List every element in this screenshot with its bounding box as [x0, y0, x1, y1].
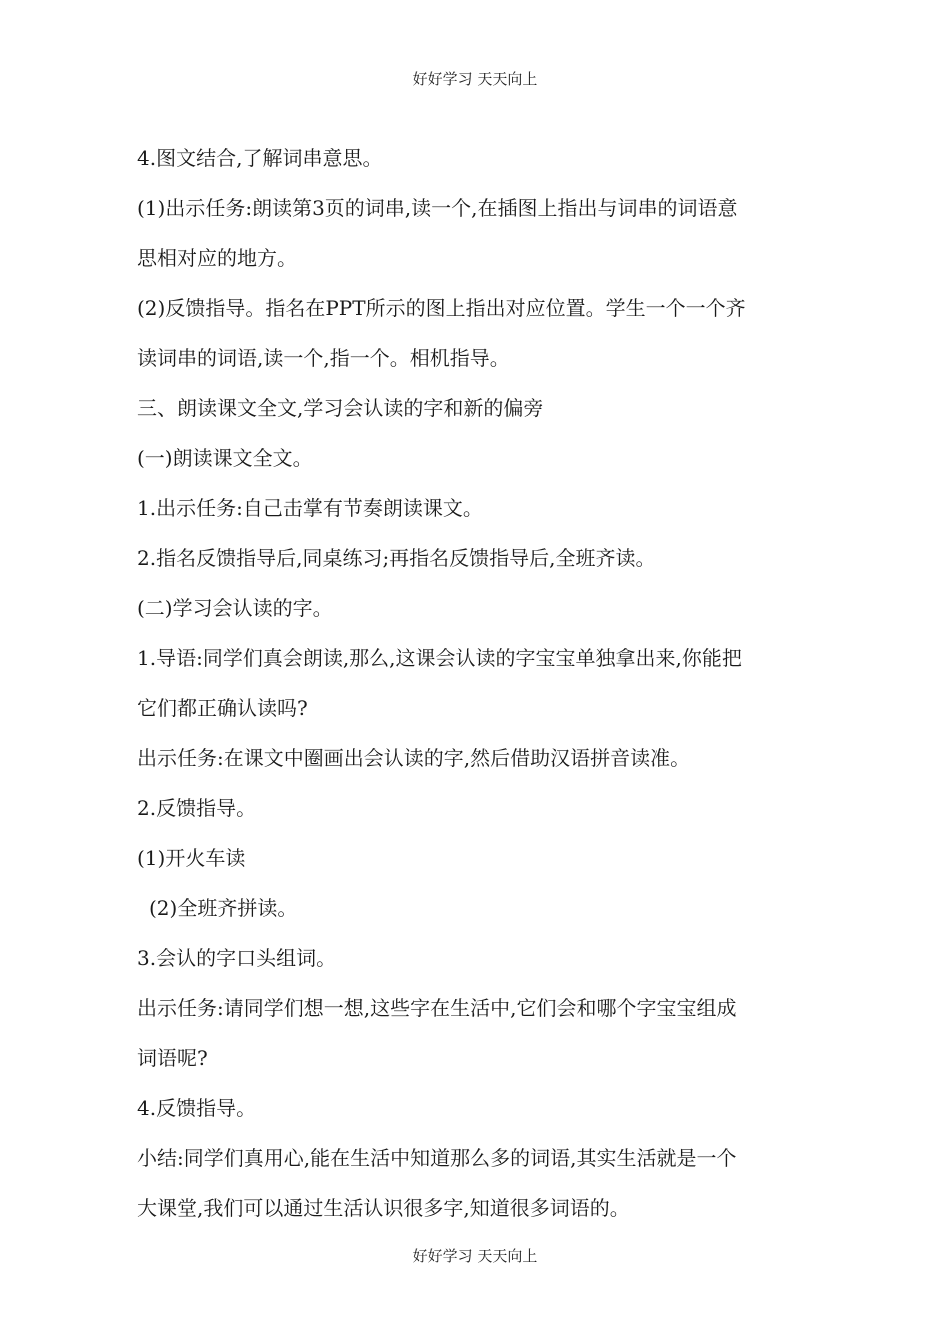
text-line: 3.会认的字口头组词。 — [137, 946, 337, 970]
text-line: 2.指名反馈指导后,同桌练习;再指名反馈指导后,全班齐读。 — [137, 546, 656, 570]
text-line: 它们都正确认读吗? — [137, 696, 308, 720]
document-body — [137, 133, 837, 1233]
text-line: 1.导语:同学们真会朗读,那么,这课会认读的字宝宝单独拿出来,你能把 — [137, 646, 742, 670]
subsection-heading: (二)学习会认读的字。 — [137, 596, 333, 620]
text-line: 词语呢? — [137, 1046, 208, 1070]
text-line: 出示任务:在课文中圈画出会认读的字,然后借助汉语拼音读准。 — [137, 746, 691, 770]
page-header: 好好学习 天天向上 — [412, 70, 538, 88]
text-line: 出示任务:请同学们想一想,这些字在生活中,它们会和哪个字宝宝组成 — [137, 996, 737, 1020]
text-line: 1.出示任务:自己击掌有节奏朗读课文。 — [137, 496, 483, 520]
text-line: (2)反馈指导。指名在PPT所示的图上指出对应位置。学生一个一个齐 — [137, 296, 746, 320]
text-line: (2)全班齐拼读。 — [149, 896, 298, 920]
text-line: 思相对应的地方。 — [137, 246, 297, 270]
subsection-heading: (一)朗读课文全文。 — [137, 446, 313, 470]
section-heading: 三、朗读课文全文,学习会认读的字和新的偏旁 — [137, 396, 544, 420]
text-line: 2.反馈指导。 — [137, 796, 257, 820]
text-line: 4.反馈指导。 — [137, 1096, 257, 1120]
text-line: (1)出示任务:朗读第3页的词串,读一个,在插图上指出与词串的词语意 — [137, 196, 738, 220]
text-line: 小结:同学们真用心,能在生活中知道那么多的词语,其实生活就是一个 — [137, 1146, 737, 1170]
text-line: 4.图文结合,了解词串意思。 — [137, 146, 383, 170]
text-line: 大课堂,我们可以通过生活认识很多字,知道很多词语的。 — [137, 1196, 630, 1220]
page-footer: 好好学习 天天向上 — [412, 1247, 538, 1265]
text-line: 读词串的词语,读一个,指一个。相机指导。 — [137, 346, 510, 370]
text-line: (1)开火车读 — [137, 846, 246, 870]
